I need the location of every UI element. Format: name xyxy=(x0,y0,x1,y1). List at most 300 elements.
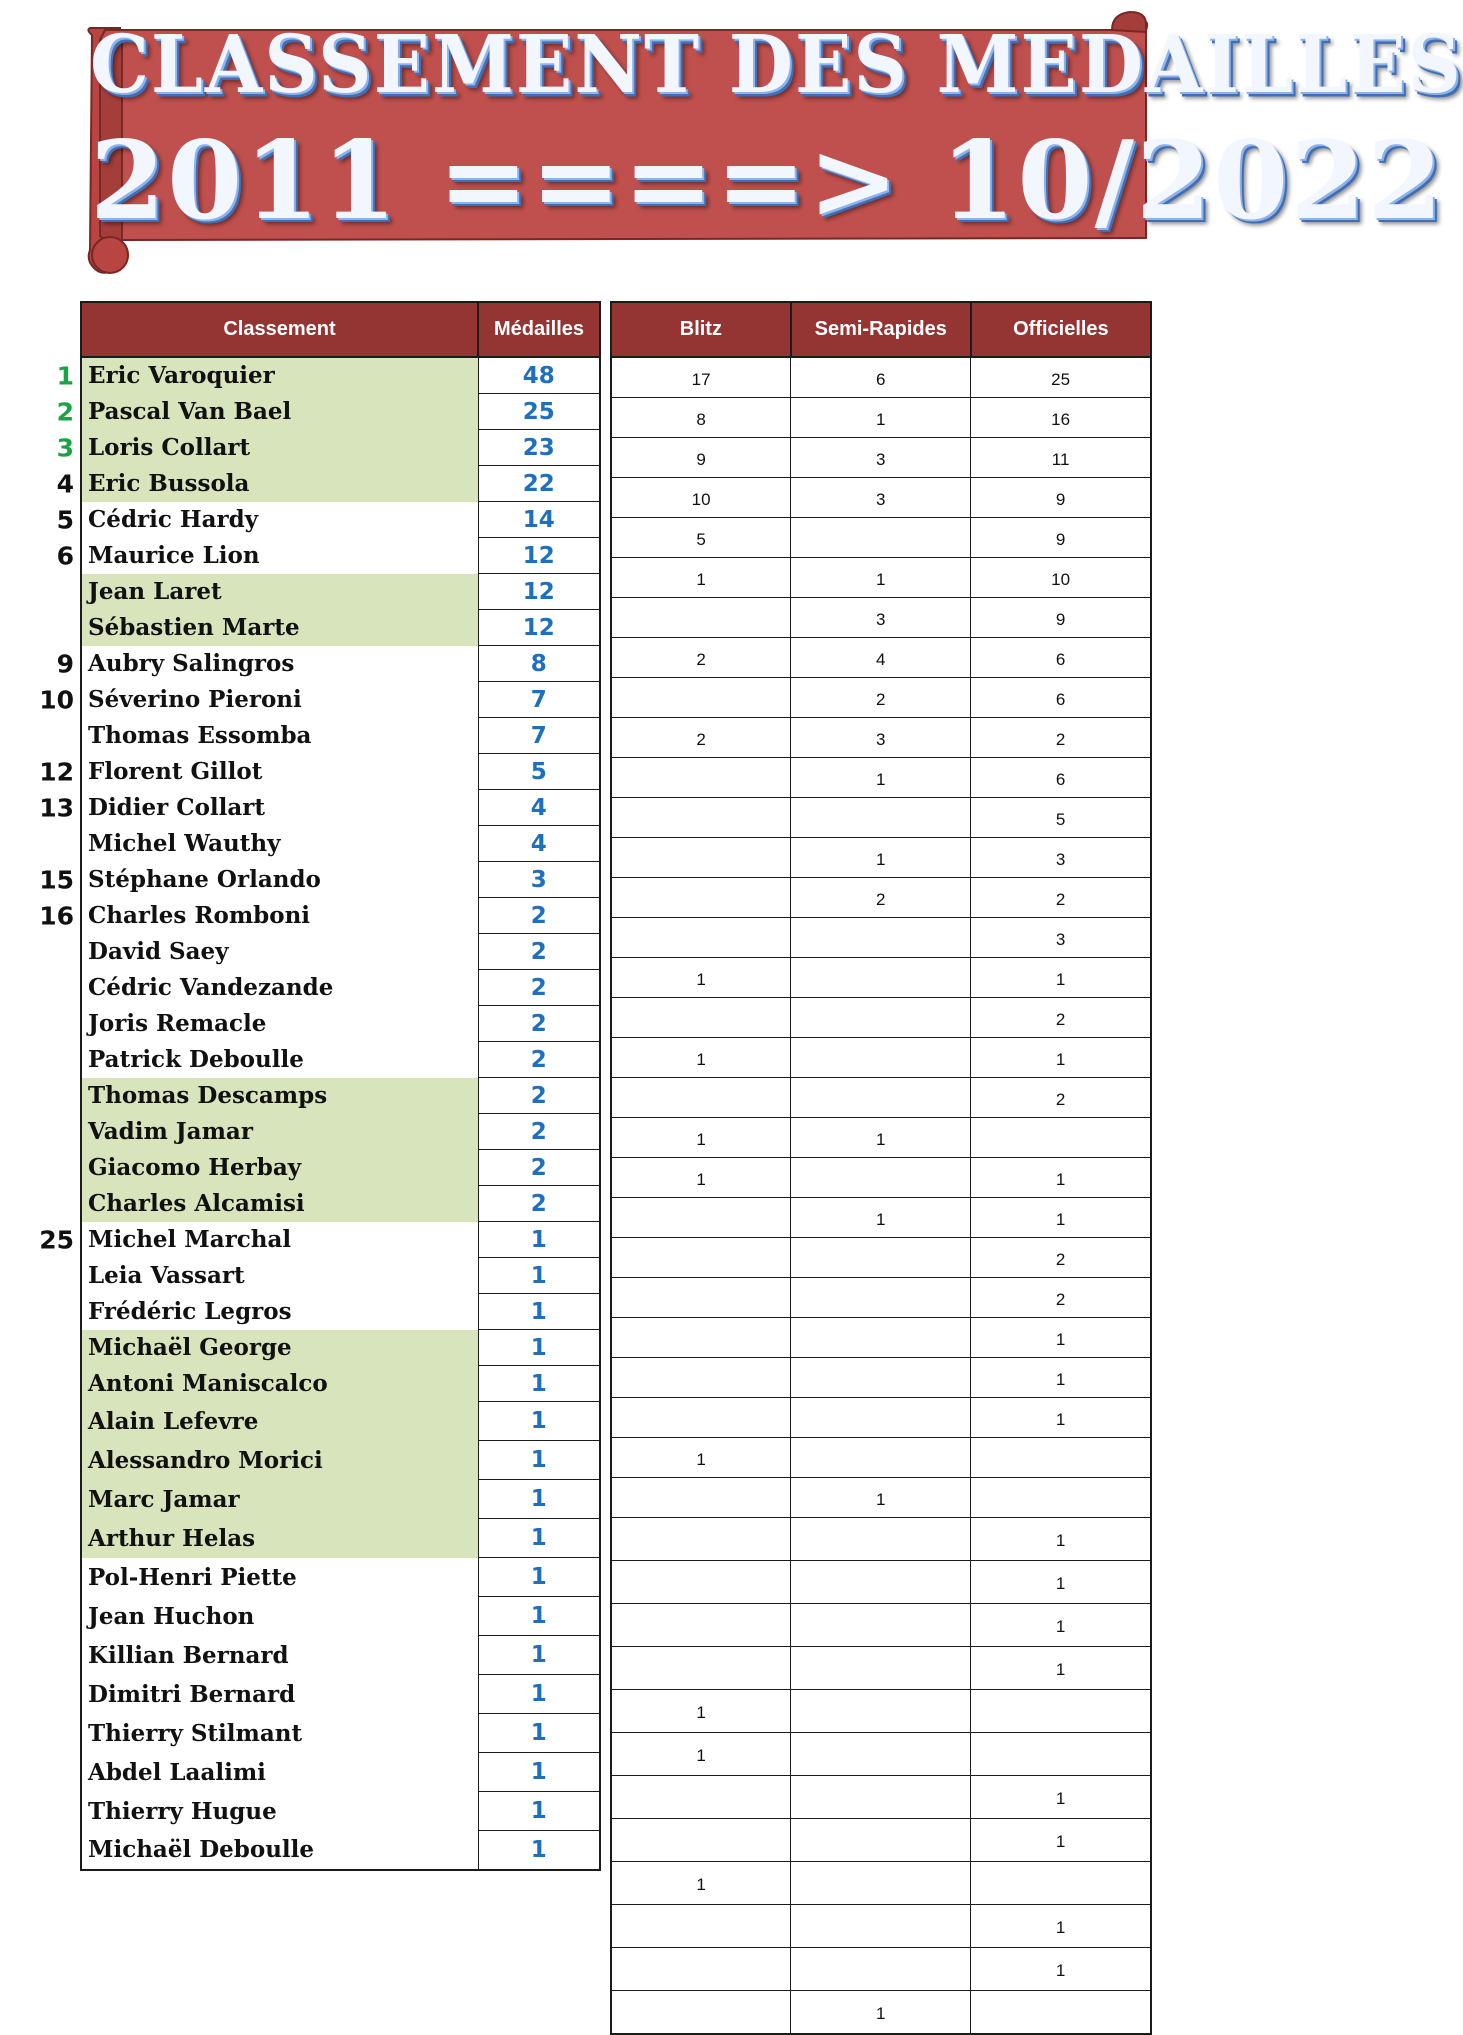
officielles-count xyxy=(971,1862,1151,1905)
player-name-cell xyxy=(81,1330,478,1366)
player-name-cell xyxy=(81,1042,478,1078)
table-row xyxy=(81,357,600,394)
table-row xyxy=(81,1330,600,1366)
officielles-count: 1 xyxy=(971,1518,1151,1561)
blitz-count xyxy=(611,598,791,638)
medal-count: 1 xyxy=(478,1714,600,1753)
medal-count: 1 xyxy=(478,1294,600,1330)
semi-rapides-count xyxy=(791,1278,971,1318)
blitz-count xyxy=(611,1278,791,1318)
semi-rapides-count: 1 xyxy=(791,558,971,598)
ranking-rows xyxy=(39,357,600,1870)
table-row xyxy=(611,478,1151,518)
blitz-count: 1 xyxy=(611,558,791,598)
table-row xyxy=(611,1038,1151,1078)
semi-rapides-count xyxy=(791,918,971,958)
player-name: Jean Huchon xyxy=(88,1602,255,1630)
semi-rapides-count: 2 xyxy=(791,878,971,918)
table-row xyxy=(611,1991,1151,2035)
player-name-cell xyxy=(56,357,478,394)
player-name: Stéphane Orlando xyxy=(88,866,321,893)
blitz-count xyxy=(611,1478,791,1518)
table-row xyxy=(611,838,1151,878)
player-name: Loris Collart xyxy=(88,434,251,461)
player-name-cell xyxy=(81,1186,478,1222)
player-name-cell xyxy=(81,1366,478,1402)
officielles-count: 9 xyxy=(971,478,1151,518)
semi-rapides-count xyxy=(791,1398,971,1438)
blitz-count: 1 xyxy=(611,958,791,998)
table-row xyxy=(81,1402,600,1441)
blitz-count: 1 xyxy=(611,1438,791,1478)
player-name-cell xyxy=(39,754,478,790)
blitz-count xyxy=(611,758,791,798)
blitz-count xyxy=(611,1198,791,1238)
officielles-count: 16 xyxy=(971,398,1151,438)
player-name: David Saey xyxy=(88,938,229,965)
table-row xyxy=(81,970,600,1006)
table-row xyxy=(81,1441,600,1480)
player-name-cell xyxy=(39,862,478,898)
player-name-cell xyxy=(81,1006,478,1042)
player-name-cell xyxy=(56,538,478,574)
officielles-count xyxy=(971,1733,1151,1776)
player-name-cell xyxy=(81,1675,478,1714)
player-name-cell xyxy=(56,394,478,430)
semi-rapides-count xyxy=(791,1862,971,1905)
table-row xyxy=(81,898,600,934)
table-row xyxy=(81,1831,600,1871)
medal-count: 14 xyxy=(478,502,600,538)
player-name-cell xyxy=(81,1294,478,1330)
table-row xyxy=(81,1753,600,1792)
table-row xyxy=(611,878,1151,918)
player-name: Thomas Descamps xyxy=(88,1082,328,1109)
blitz-count xyxy=(611,918,791,958)
player-name-cell xyxy=(81,1150,478,1186)
semi-rapides-count xyxy=(791,958,971,998)
table-row xyxy=(81,1222,600,1258)
player-name: Thierry Stilmant xyxy=(88,1719,303,1747)
table-row xyxy=(81,1258,600,1294)
player-name: Aubry Salingros xyxy=(88,650,295,677)
medal-count: 12 xyxy=(478,574,600,610)
rank-number: 16 xyxy=(39,901,74,930)
ranking-table xyxy=(39,301,601,1871)
blitz-count xyxy=(611,1819,791,1862)
player-name-cell xyxy=(81,718,478,754)
table-row xyxy=(81,1114,600,1150)
semi-rapides-count: 3 xyxy=(791,478,971,518)
player-name: Joris Remacle xyxy=(88,1010,267,1037)
medal-count: 1 xyxy=(478,1366,600,1402)
table-row xyxy=(81,1636,600,1675)
semi-rapides-count: 1 xyxy=(791,1991,971,2035)
table-row xyxy=(611,718,1151,758)
player-name-cell xyxy=(81,610,478,646)
player-name-cell xyxy=(56,502,478,538)
medal-count: 5 xyxy=(478,754,600,790)
rank-number: 13 xyxy=(39,793,74,822)
table-row xyxy=(81,682,600,718)
semi-rapides-count xyxy=(791,798,971,838)
player-name-cell xyxy=(81,934,478,970)
player-name: Frédéric Legros xyxy=(88,1298,292,1325)
table-row xyxy=(611,1118,1151,1158)
table-row xyxy=(611,1690,1151,1733)
medal-count: 1 xyxy=(478,1831,600,1871)
medal-count: 4 xyxy=(478,790,600,826)
semi-rapides-count xyxy=(791,518,971,558)
medal-count: 2 xyxy=(478,970,600,1006)
player-name: Charles Alcamisi xyxy=(88,1190,305,1217)
medal-count: 1 xyxy=(478,1480,600,1519)
medal-count: 12 xyxy=(478,538,600,574)
player-name: Dimitri Bernard xyxy=(88,1680,296,1708)
officielles-count: 2 xyxy=(971,1238,1151,1278)
player-name-cell xyxy=(81,1519,478,1558)
table-row xyxy=(611,1905,1151,1948)
table-row xyxy=(611,1398,1151,1438)
blitz-count: 10 xyxy=(611,478,791,518)
semi-rapides-count xyxy=(791,1518,971,1561)
table-row xyxy=(81,1480,600,1519)
player-name: Pol-Henri Piette xyxy=(88,1563,297,1591)
medal-count: 2 xyxy=(478,1042,600,1078)
semi-rapides-count: 1 xyxy=(791,758,971,798)
medal-count: 2 xyxy=(478,1186,600,1222)
table-row xyxy=(611,1438,1151,1478)
player-name: Alessandro Morici xyxy=(88,1446,323,1474)
player-name: Pascal Van Bael xyxy=(88,398,292,425)
player-name-cell xyxy=(39,1222,478,1258)
player-name-cell xyxy=(81,1597,478,1636)
header-officielles: Officielles xyxy=(971,302,1151,357)
table-row xyxy=(611,1561,1151,1604)
medal-count: 48 xyxy=(478,357,600,394)
table-row xyxy=(81,934,600,970)
player-name: Cédric Vandezande xyxy=(88,974,334,1001)
blitz-count xyxy=(611,838,791,878)
officielles-count xyxy=(971,1118,1151,1158)
table-row xyxy=(81,430,600,466)
rank-number: 3 xyxy=(56,433,74,462)
semi-rapides-count: 1 xyxy=(791,1198,971,1238)
medal-count: 2 xyxy=(478,898,600,934)
blitz-count: 17 xyxy=(611,357,791,398)
blitz-count xyxy=(611,1647,791,1690)
table-row xyxy=(611,1278,1151,1318)
officielles-count: 3 xyxy=(971,838,1151,878)
medal-count: 1 xyxy=(478,1222,600,1258)
player-name: Thierry Hugue xyxy=(88,1797,277,1825)
table-row xyxy=(611,638,1151,678)
table-row xyxy=(81,1006,600,1042)
player-name: Abdel Laalimi xyxy=(88,1758,266,1786)
player-name: Giacomo Herbay xyxy=(88,1154,302,1181)
officielles-count: 2 xyxy=(971,718,1151,758)
table-row xyxy=(611,1862,1151,1905)
officielles-count: 1 xyxy=(971,1905,1151,1948)
table-row xyxy=(81,1675,600,1714)
medal-count: 1 xyxy=(478,1258,600,1294)
player-name-cell xyxy=(39,682,478,718)
player-name: Jean Laret xyxy=(88,578,222,605)
table-row xyxy=(81,1042,600,1078)
title-banner xyxy=(0,0,1463,285)
table-row xyxy=(611,958,1151,998)
medal-count: 1 xyxy=(478,1636,600,1675)
table-row xyxy=(81,1150,600,1186)
table-row xyxy=(611,1733,1151,1776)
banner-title: CLASSEMENT DES MEDAILLES xyxy=(90,18,1463,112)
semi-rapides-count xyxy=(791,998,971,1038)
officielles-count: 1 xyxy=(971,1398,1151,1438)
table-row xyxy=(611,558,1151,598)
officielles-count: 3 xyxy=(971,918,1151,958)
blitz-count xyxy=(611,1991,791,2035)
blitz-count xyxy=(611,878,791,918)
player-name-cell xyxy=(56,430,478,466)
blitz-count: 1 xyxy=(611,1118,791,1158)
officielles-count: 2 xyxy=(971,878,1151,918)
officielles-count: 9 xyxy=(971,598,1151,638)
rank-number: 2 xyxy=(56,397,74,426)
player-name-cell xyxy=(81,1636,478,1675)
table-row xyxy=(81,1078,600,1114)
semi-rapides-count xyxy=(791,1561,971,1604)
semi-rapides-count xyxy=(791,1733,971,1776)
player-name-cell xyxy=(81,1441,478,1480)
player-name-cell xyxy=(81,1831,478,1871)
blitz-count: 1 xyxy=(611,1733,791,1776)
table-row xyxy=(81,1366,600,1402)
table-row xyxy=(611,357,1151,398)
medal-count: 2 xyxy=(478,1006,600,1042)
officielles-count: 9 xyxy=(971,518,1151,558)
blitz-count xyxy=(611,1518,791,1561)
table-row xyxy=(81,610,600,646)
table-row xyxy=(81,1186,600,1222)
table-row xyxy=(611,1478,1151,1518)
table-row xyxy=(81,826,600,862)
table-row xyxy=(81,790,600,826)
player-name-cell xyxy=(81,574,478,610)
player-name: Michel Marchal xyxy=(88,1226,292,1253)
table-row xyxy=(611,1318,1151,1358)
semi-rapides-count xyxy=(791,1776,971,1819)
medal-count: 1 xyxy=(478,1753,600,1792)
officielles-count xyxy=(971,1991,1151,2035)
officielles-count: 6 xyxy=(971,678,1151,718)
blitz-count: 1 xyxy=(611,1038,791,1078)
blitz-count: 9 xyxy=(611,438,791,478)
blitz-count xyxy=(611,1905,791,1948)
player-name: Vadim Jamar xyxy=(88,1118,253,1145)
banner-date-range: 2011 ====> 10/2022 xyxy=(90,118,1445,244)
breakdown-table xyxy=(610,301,1152,2035)
medal-count: 2 xyxy=(478,1114,600,1150)
officielles-count: 10 xyxy=(971,558,1151,598)
blitz-count: 1 xyxy=(611,1690,791,1733)
table-row xyxy=(81,466,600,502)
blitz-count xyxy=(611,1238,791,1278)
semi-rapides-count xyxy=(791,1905,971,1948)
player-name-cell xyxy=(81,826,478,862)
table-row xyxy=(611,1518,1151,1561)
semi-rapides-count xyxy=(791,1318,971,1358)
semi-rapides-count xyxy=(791,1358,971,1398)
rank-number: 15 xyxy=(39,865,74,894)
medal-count: 1 xyxy=(478,1792,600,1831)
rank-number: 1 xyxy=(56,361,74,391)
player-name: Patrick Deboulle xyxy=(88,1046,304,1073)
table-row xyxy=(81,754,600,790)
semi-rapides-count xyxy=(791,1647,971,1690)
table-row xyxy=(611,678,1151,718)
officielles-count: 1 xyxy=(971,1776,1151,1819)
table-row xyxy=(611,398,1151,438)
player-name: Séverino Pieroni xyxy=(88,686,302,713)
table-row xyxy=(81,1714,600,1753)
player-name: Alain Lefevre xyxy=(88,1407,259,1435)
table-row xyxy=(611,438,1151,478)
table-row xyxy=(81,1294,600,1330)
player-name: Eric Varoquier xyxy=(88,362,275,390)
medal-count: 1 xyxy=(478,1402,600,1441)
player-name: Michaël George xyxy=(88,1334,292,1361)
officielles-count: 2 xyxy=(971,1078,1151,1118)
blitz-count: 1 xyxy=(611,1158,791,1198)
table-row xyxy=(81,1792,600,1831)
blitz-count: 1 xyxy=(611,1862,791,1905)
player-name: Didier Collart xyxy=(88,794,266,821)
rank-number: 10 xyxy=(39,685,74,714)
officielles-count: 1 xyxy=(971,1561,1151,1604)
table-row xyxy=(611,1819,1151,1862)
officielles-count: 25 xyxy=(971,357,1151,398)
blitz-count xyxy=(611,1358,791,1398)
officielles-count: 6 xyxy=(971,758,1151,798)
table-row xyxy=(81,1558,600,1597)
player-name-cell xyxy=(56,646,478,682)
officielles-count xyxy=(971,1478,1151,1518)
blitz-count xyxy=(611,678,791,718)
player-name: Antoni Maniscalco xyxy=(88,1370,328,1397)
semi-rapides-count: 4 xyxy=(791,638,971,678)
player-name: Sébastien Marte xyxy=(88,614,300,641)
semi-rapides-count xyxy=(791,1158,971,1198)
table-row xyxy=(611,1604,1151,1647)
table-row xyxy=(611,1078,1151,1118)
rank-number: 9 xyxy=(56,649,74,678)
semi-rapides-count xyxy=(791,1038,971,1078)
medal-count: 8 xyxy=(478,646,600,682)
player-name-cell xyxy=(39,898,478,934)
officielles-count: 6 xyxy=(971,638,1151,678)
medal-count: 4 xyxy=(478,826,600,862)
rank-number: 5 xyxy=(56,505,74,534)
semi-rapides-count: 1 xyxy=(791,1478,971,1518)
blitz-count xyxy=(611,1776,791,1819)
rank-number: 6 xyxy=(56,541,74,570)
semi-rapides-count: 3 xyxy=(791,598,971,638)
semi-rapides-count: 1 xyxy=(791,398,971,438)
rank-number: 25 xyxy=(39,1225,74,1254)
officielles-count: 1 xyxy=(971,1819,1151,1862)
player-name: Eric Bussola xyxy=(88,470,250,497)
player-name: Michaël Deboulle xyxy=(88,1836,315,1864)
blitz-count xyxy=(611,1318,791,1358)
table-row xyxy=(611,598,1151,638)
blitz-count xyxy=(611,998,791,1038)
medal-count: 3 xyxy=(478,862,600,898)
blitz-count xyxy=(611,1078,791,1118)
table-row xyxy=(81,718,600,754)
medal-count: 1 xyxy=(478,1597,600,1636)
player-name: Michel Wauthy xyxy=(88,830,281,857)
officielles-count: 1 xyxy=(971,1604,1151,1647)
player-name: Arthur Helas xyxy=(88,1524,256,1552)
officielles-count: 11 xyxy=(971,438,1151,478)
blitz-count xyxy=(611,798,791,838)
table-row xyxy=(611,518,1151,558)
blitz-count: 5 xyxy=(611,518,791,558)
header-classement: Classement xyxy=(81,302,478,357)
officielles-count: 1 xyxy=(971,1158,1151,1198)
table-row xyxy=(81,502,600,538)
player-name-cell xyxy=(39,790,478,826)
table-row xyxy=(81,538,600,574)
table-row xyxy=(81,1519,600,1558)
player-name: Leia Vassart xyxy=(88,1262,245,1289)
semi-rapides-count xyxy=(791,1690,971,1733)
player-name-cell xyxy=(81,1258,478,1294)
table-row xyxy=(611,1358,1151,1398)
table-row xyxy=(611,998,1151,1038)
blitz-count xyxy=(611,1561,791,1604)
blitz-count xyxy=(611,1948,791,1991)
officielles-count: 2 xyxy=(971,998,1151,1038)
header-semi-rapides: Semi-Rapides xyxy=(791,302,971,357)
table-row xyxy=(81,394,600,430)
player-name: Maurice Lion xyxy=(88,542,260,569)
officielles-count: 1 xyxy=(971,1647,1151,1690)
player-name-cell xyxy=(81,1402,478,1441)
officielles-count: 1 xyxy=(971,1318,1151,1358)
table-row xyxy=(611,1647,1151,1690)
table-row xyxy=(611,1948,1151,1991)
medal-count: 1 xyxy=(478,1675,600,1714)
medal-count: 7 xyxy=(478,718,600,754)
table-row xyxy=(611,918,1151,958)
player-name-cell xyxy=(81,1480,478,1519)
semi-rapides-count xyxy=(791,1238,971,1278)
player-name-cell xyxy=(81,1114,478,1150)
table-row xyxy=(81,1597,600,1636)
semi-rapides-count: 6 xyxy=(791,357,971,398)
player-name-cell xyxy=(81,1792,478,1831)
officielles-count: 5 xyxy=(971,798,1151,838)
officielles-count: 1 xyxy=(971,1948,1151,1991)
player-name: Thomas Essomba xyxy=(88,722,312,749)
player-name-cell xyxy=(81,970,478,1006)
table-row xyxy=(81,862,600,898)
semi-rapides-count: 2 xyxy=(791,678,971,718)
officielles-count: 1 xyxy=(971,1038,1151,1078)
header-medailles: Médailles xyxy=(478,302,600,357)
medal-count: 7 xyxy=(478,682,600,718)
